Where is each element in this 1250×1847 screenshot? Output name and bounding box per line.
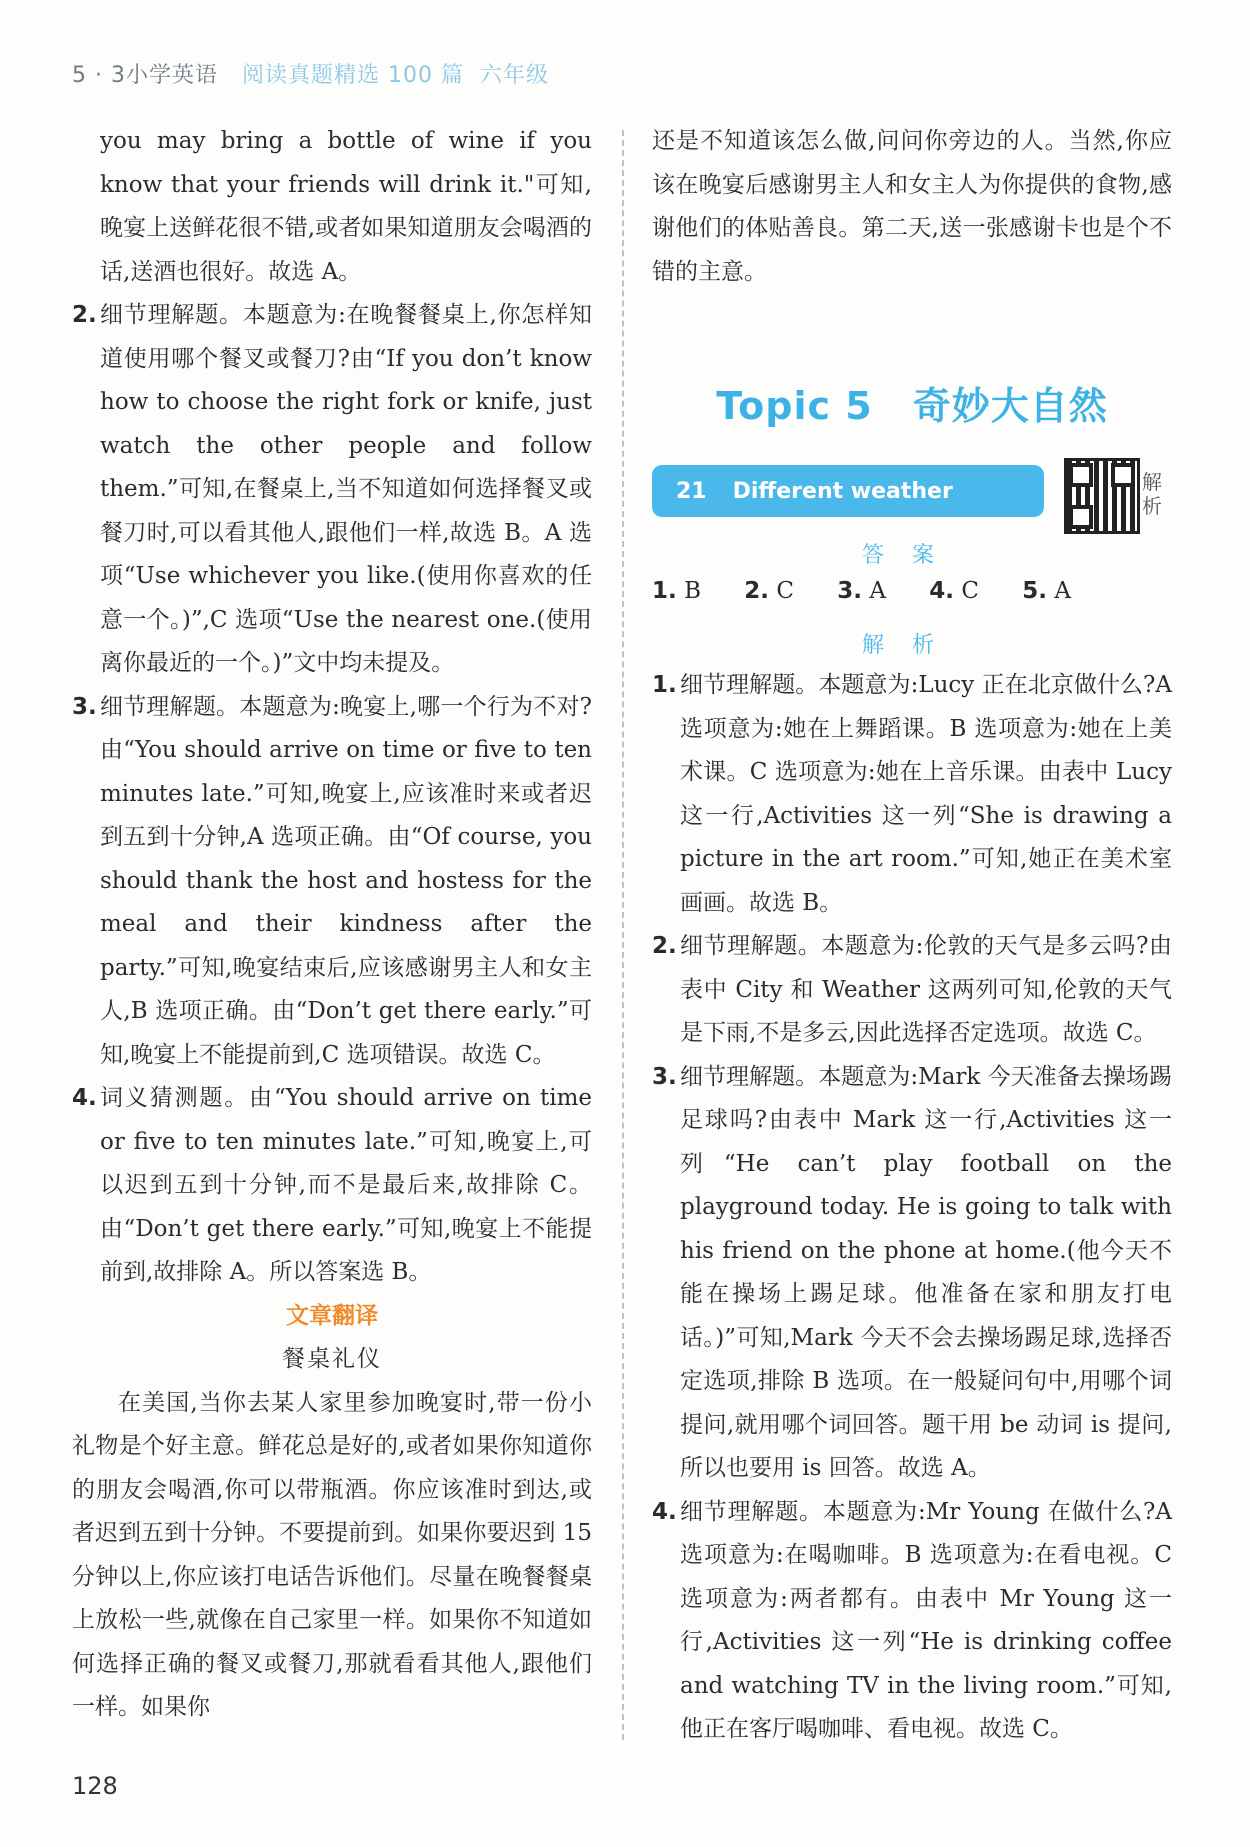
item-text: 细节理解题。本题意为:Mr Young 在做什么?A 选项意为:在喝咖啡。B 选项意为:在看电视。C 选项意为:两者都有。由表中 Mr Young 这一行,Activities 这一列“He is drinking coffee and watching TV in the living room.”可知,他正在客厅喝咖啡、看电视。故选 C。 [680,1498,1172,1742]
answer-item: 4. C [929,578,979,604]
translation-continued: 还是不知道该怎么做,问问你旁边的人。当然,你应该在晚宴后感谢男主人和女主人为你提供的食物,感谢他们的体贴善良。第二天,送一张感谢卡也是个不错的主意。 [652,128,1172,285]
lesson-number: 21 [676,478,707,504]
topic-name: 奇妙大自然 [912,384,1108,428]
item-text: 细节理解题。本题意为:Lucy 正在北京做什么?A 选项意为:她在上舞蹈课。B 选项意为:她在上美术课。C 选项意为:她在上音乐课。由表中 Lucy 这一行,Activities 这一列“She is drawing a picture in the art room.”可知,她正在美术室画画。故选 B。 [680,672,1172,916]
topic-label: Topic 5 [716,384,873,428]
answer-heading: 答案 [861,543,962,568]
item-text: 细节理解题。本题意为:晚宴上,哪一个行为不对?由“You should arrive on time or five to ten minutes late.”可知,晚宴上,应该准时来或者迟到五到十分钟,A 选项正确。由“Of course, you should thank the host and hostess for the meal and their kindness after the party.”可知,晚宴结束后,应该感谢男主人和女主人,B 选项正确。由“Don’t get there early.”可知,晚宴上不能提前到,C 选项错误。故选 C。 [100,693,592,1068]
item-text: 细节理解题。本题意为:Mark 今天准备去操场踢足球吗?由表中 Mark 这一行,Activities 这一列“He can’t play football on the playground today. He is going to talk with his friend on the phone at home.(他今天不能在操场上踢足球。他准备在家和朋友打电话。)”可知,Mark 今天不会去操场踢足球,选择否定选项,排除 B 选项。在一般疑问句中,用哪个词提问,就用哪个词回答。题干用 be 动词 is 提问,所以也要用 is 回答。故选 A。 [680,1063,1172,1481]
translation-title: 餐桌礼仪 [282,1346,382,1372]
analysis-item [652,1491,1172,1752]
analysis-item [72,686,592,1078]
answer-list [652,578,1172,604]
book-grade: 六年级 [479,63,549,88]
analysis-item [652,664,1172,925]
answer-item: 3. A [837,578,886,604]
item-number: 4. [652,1498,677,1525]
qr-label: 解析 [1142,470,1162,518]
lesson-banner [652,465,1044,517]
item-text: 词义猜测题。由“You should arrive on time or five to ten minutes late.”可知,晚宴上,可以迟到五到十分钟,而不是最后来,故排除 C。由“Don’t get there early.”可知,晚宴上不能提前到,故排除 A。所以答案选 B。 [100,1085,592,1285]
answer-item: 1. B [652,578,701,604]
item-number: 2. [72,302,97,328]
answer-item: 2. C [744,578,794,604]
translation-text: 在美国,当你去某人家里参加晚宴时,带一份小礼物是个好主意。鲜花总是好的,或者如果你知道你的朋友会喝酒,你可以带瓶酒。你应该准时到达,或者迟到五到十分钟。不要提前到。如果你要迟到 15 分钟以上,你应该打电话告诉他们。尽量在晚餐餐桌上放松一些,就像在自己家里一样。如果你不知道如何选择正确的餐叉或餐刀,那就看看其他人,跟他们一样。如果你 [72,1389,592,1720]
translation-heading: 文章翻译 [286,1302,378,1329]
item-text: 细节理解题。本题意为:伦敦的天气是多云吗?由表中 City 和 Weather 这两列可知,伦敦的天气是下雨,不是多云,因此选择否定选项。故选 C。 [680,933,1172,1046]
lesson-title: Different weather [732,478,953,504]
book-subtitle: 阅读真题精选 100 篇 [241,63,464,88]
page-number: 128 [72,1772,118,1800]
analysis-item [652,925,1172,1056]
analysis-item [72,1077,592,1295]
item-text: 细节理解题。本题意为:在晚餐餐桌上,你怎样知道使用哪个餐叉或餐刀?由“If you don’t know how to choose the right fork or knife, just watch the other people and follow them.”可知,在餐桌上,当不知道如何选择餐叉或餐刀时,可以看其他人,跟他们一样,故选 B。A 选项“Use whichever you like.(使用你喜欢的任意一个。)”,C 选项“Use the nearest one.(使用离你最近的一个。)”文中均未提及。 [100,302,592,676]
page-header [72,58,549,89]
analysis-item [72,294,592,686]
answer-item: 5. A [1022,578,1071,604]
qr-code-icon[interactable] [1064,458,1140,534]
right-column-analysis [652,664,1172,1752]
column-divider [622,130,624,1740]
right-column-top [652,120,1172,294]
analysis-heading: 解析 [861,633,962,658]
item-number: 3. [72,693,97,720]
analysis-item [652,1056,1172,1491]
item-number: 1. [652,672,677,698]
continued-answer-1: you may bring a bottle of wine if you know that your friends will drink it."可知,晚宴上送鲜花很不错,或者如果知道朋友会喝酒的话,送酒也很好。故选 A。 [100,128,592,285]
item-number: 4. [72,1085,97,1111]
left-column [72,120,592,1730]
book-series: 5 · 3小学英语 [72,63,218,88]
item-number: 3. [652,1063,677,1090]
topic-title [652,375,1172,430]
item-number: 2. [652,933,677,959]
